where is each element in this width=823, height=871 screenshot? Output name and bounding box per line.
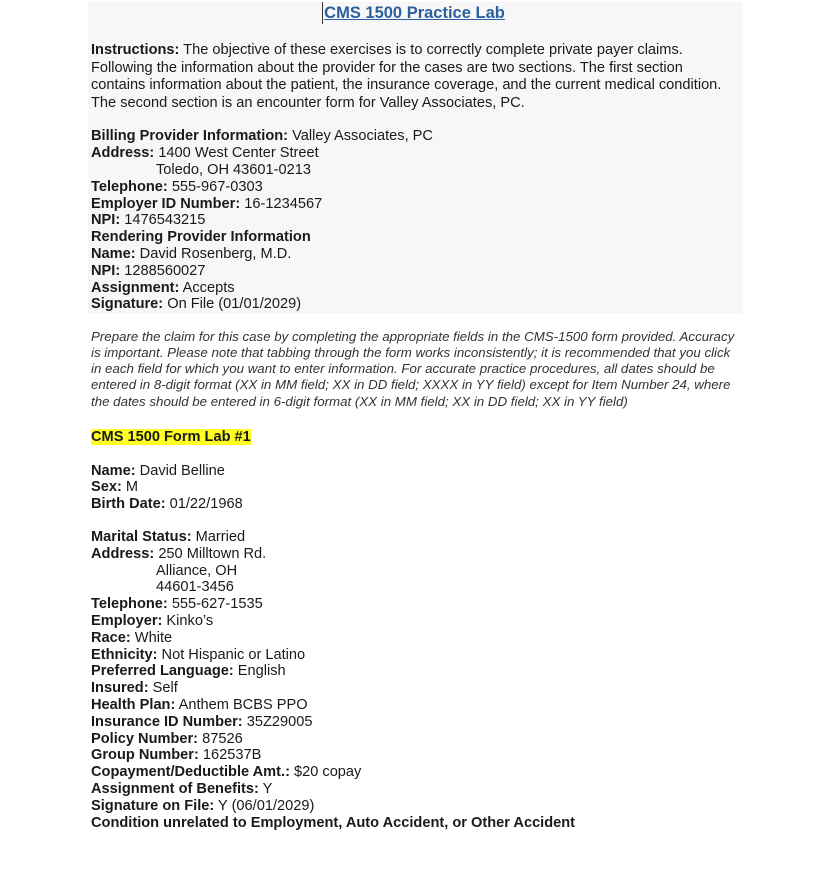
instructions-label: Instructions: [91, 42, 180, 58]
patient-group-line [91, 747, 741, 764]
patient-address-value: 250 Milltown Rd. [154, 545, 267, 562]
rendering-signature-label: Signature: [91, 296, 164, 313]
patient-employer-label: Employer: [91, 612, 163, 629]
patient-marital-line [91, 529, 741, 546]
billing-telephone-value: 555-967-0303 [167, 178, 263, 195]
patient-employer-value: Kinko’s [162, 612, 214, 629]
patient-sex-label: Sex: [91, 479, 122, 496]
rendering-signature-value: On File (01/01/2029) [163, 296, 302, 313]
billing-address-value: 1400 West Center Street [154, 145, 319, 162]
patient-condition: Condition unrelated to Employment, Auto Accident, or Other Accident [91, 814, 576, 831]
billing-address-line [91, 145, 741, 162]
patient-group-label: Group Number: [91, 747, 199, 764]
billing-ein-line [91, 196, 741, 213]
patient-group-value: 162537B [198, 747, 262, 764]
billing-telephone-line [91, 179, 741, 196]
patient-policy-label: Policy Number: [91, 730, 199, 747]
document-body [91, 2, 741, 831]
patient-sex-line [91, 479, 741, 496]
lab-heading-text: CMS 1500 Form Lab #1 [91, 428, 251, 445]
patient-language-value: English [233, 663, 286, 680]
patient-race-label: Race: [91, 629, 131, 646]
patient-insurance-id-label: Insurance ID Number: [91, 713, 243, 730]
patient-employer-line [91, 613, 741, 630]
patient-birth-line [91, 496, 741, 513]
patient-assignment-label: Assignment of Benefits: [91, 780, 259, 797]
patient-insured-value: Self [148, 680, 178, 697]
patient-address-zip: 44601-3456 [156, 579, 234, 596]
billing-npi-line [91, 212, 741, 229]
patient-telephone-value: 555-627-1535 [167, 596, 263, 613]
billing-provider-line [91, 128, 741, 145]
rendering-name-value: David Rosenberg, M.D. [135, 245, 292, 262]
rendering-npi-label: NPI: [91, 262, 121, 279]
patient-policy-line [91, 731, 741, 748]
patient-birth-label: Birth Date: [91, 496, 166, 513]
patient-language-label: Preferred Language: [91, 663, 234, 680]
patient-race-line [91, 630, 741, 647]
rendering-signature-line [91, 296, 741, 313]
rendering-name-line [91, 246, 741, 263]
billing-address-city: Toledo, OH 43601-0213 [156, 161, 311, 178]
patient-language-line [91, 663, 741, 680]
rendering-heading: Rendering Provider Information [91, 229, 311, 246]
billing-provider-value: Valley Associates, PC [288, 128, 433, 145]
patient-copay-label: Copayment/Deductible Amt.: [91, 764, 290, 781]
patient-ethnicity-label: Ethnicity: [91, 646, 158, 663]
patient-insured-label: Insured: [91, 680, 149, 697]
rendering-assignment-value: Accepts [179, 279, 235, 296]
patient-plan-label: Health Plan: [91, 696, 176, 713]
billing-ein-label: Employer ID Number: [91, 195, 241, 212]
patient-info [91, 463, 741, 832]
billing-telephone-label: Telephone: [91, 178, 168, 195]
title-row [88, 2, 741, 26]
patient-ethnicity-line [91, 647, 741, 664]
rendering-assignment-label: Assignment: [91, 279, 180, 296]
billing-address-label: Address: [91, 145, 155, 162]
patient-signature-value: Y (06/01/2029) [214, 797, 315, 814]
patient-race-value: White [130, 629, 173, 646]
patient-insurance-id-line [91, 714, 741, 731]
patient-address-line [91, 546, 741, 563]
patient-signature-label: Signature on File: [91, 797, 215, 814]
patient-signature-line [91, 798, 741, 815]
patient-assignment-line [91, 781, 741, 798]
billing-provider-label: Billing Provider Information: [91, 128, 289, 145]
patient-birth-value: 01/22/1968 [165, 496, 243, 513]
patient-plan-value: Anthem BCBS PPO [175, 696, 308, 713]
patient-copay-value: $20 copay [289, 764, 362, 781]
rendering-npi-value: 1288560027 [120, 262, 206, 279]
patient-ethnicity-value: Not Hispanic or Latino [157, 646, 306, 663]
patient-sex-value: M [121, 479, 139, 496]
billing-npi-value: 1476543215 [120, 212, 206, 229]
rendering-assignment-line [91, 280, 741, 297]
patient-telephone-line [91, 596, 741, 613]
patient-marital-value: Married [191, 529, 246, 545]
patient-marital-label: Marital Status: [91, 529, 192, 545]
patient-name-label: Name: [91, 462, 136, 479]
patient-policy-value: 87526 [198, 730, 243, 747]
patient-name-line [91, 463, 741, 480]
patient-telephone-label: Telephone: [91, 596, 168, 613]
patient-insurance-id-value: 35Z29005 [242, 713, 313, 730]
instructions [91, 42, 741, 112]
patient-plan-line [91, 697, 741, 714]
patient-assignment-value: Y [258, 780, 273, 797]
lab-heading [91, 429, 741, 446]
patient-address-city: Alliance, OH [156, 562, 238, 579]
patient-copay-line [91, 764, 741, 781]
patient-insured-line [91, 680, 741, 697]
page-title[interactable]: CMS 1500 Practice Lab [324, 4, 505, 22]
billing-ein-value: 16-1234567 [240, 195, 323, 212]
rendering-name-label: Name: [91, 245, 136, 262]
rendering-npi-line [91, 263, 741, 280]
instructions-text: The objective of these exercises is to correctly complete private payer claims. Following the information about the provider for the cases are two sections. The first section contains information about the patient, the insurance coverage, and the current medical condition. The second section is an encounter form for Valley Associates, PC. [91, 42, 722, 111]
patient-address-label: Address: [91, 545, 155, 562]
billing-npi-label: NPI: [91, 212, 121, 229]
claim-note: Prepare the claim for this case by completing the appropriate fields in the CMS-1500 form provided. Accuracy is important. Please note that tabbing through the form works inconsistently; it is recommended that you click in each field for which you want to enter information. For accurate practice procedures, all dates should be entered in 8-digit format (XX in MM field; XX in DD field; XXXX in YY field) except for Item Number 24, where the dates should be entered in 6-digit format (XX in MM field; XX in DD field; XX in YY field) [91, 329, 735, 409]
patient-name-value: David Belline [135, 462, 225, 479]
